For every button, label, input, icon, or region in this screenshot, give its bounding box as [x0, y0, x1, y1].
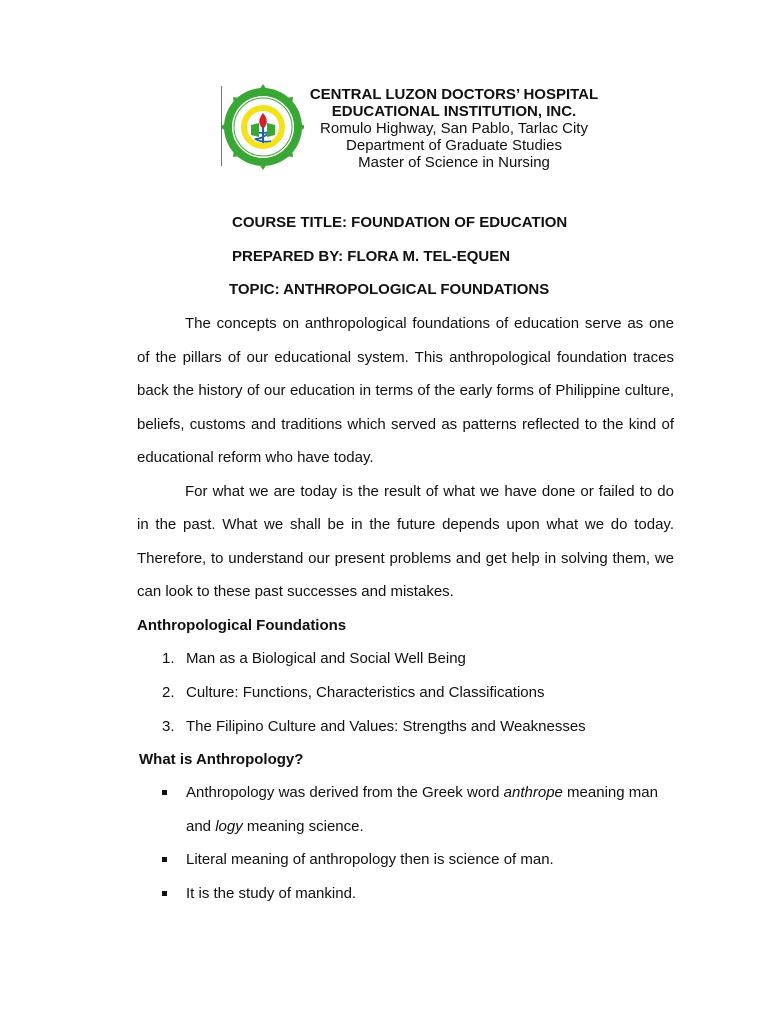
bullet-text-part: meaning science. — [242, 818, 364, 835]
bullet-square-icon — [162, 790, 167, 795]
institution-program: Master of Science in Nursing — [358, 154, 550, 171]
bullet-square-icon — [162, 857, 167, 862]
school-seal-logo — [222, 84, 304, 170]
bullet-item-1-line1 — [186, 784, 658, 801]
bullet-text-part: meaning man — [562, 784, 658, 801]
paragraph-1: The concepts on anthropological foundations of education serve as one of the pillars of our educational system. This anthropological foundation traces back the history of our education in terms of the early forms of Philippine culture, beliefs, customs and traditions which served as patterns reflected to the kind of educational reform who have today. — [137, 315, 674, 466]
section-heading-anthropological-foundations: Anthropological Foundations — [137, 617, 347, 634]
list-item-text: Culture: Functions, Characteristics and Classifications — [186, 684, 545, 701]
list-number: 3. — [162, 718, 175, 735]
institution-name-line2: EDUCATIONAL INSTITUTION, INC. — [331, 103, 577, 120]
bullet-item-2: Literal meaning of anthropology then is science of man. — [186, 851, 554, 868]
body-text — [137, 307, 674, 609]
bullet-item-1-line2 — [186, 818, 364, 835]
list-item — [162, 650, 466, 667]
list-item — [162, 684, 545, 701]
list-item-text: The Filipino Culture and Values: Strengths and Weaknesses — [186, 718, 586, 735]
prepared-by: PREPARED BY: FLORA M. TEL-EQUEN — [232, 248, 511, 265]
course-title: COURSE TITLE: FOUNDATION OF EDUCATION — [232, 214, 568, 231]
institution-address: Romulo Highway, San Pablo, Tarlac City — [320, 120, 588, 137]
institution-name-line1: CENTRAL LUZON DOCTORS’ HOSPITAL — [309, 86, 599, 103]
greek-word-anthrope: anthrope — [503, 784, 563, 801]
bullet-text-part: Anthropology was derived from the Greek word — [186, 784, 504, 801]
topic: TOPIC: ANTHROPOLOGICAL FOUNDATIONS — [229, 281, 550, 298]
institution-department: Department of Graduate Studies — [346, 137, 562, 154]
list-number: 2. — [162, 684, 175, 701]
institution-header — [304, 86, 604, 171]
bullet-item-3: It is the study of mankind. — [186, 885, 357, 902]
bullet-square-icon — [162, 891, 167, 896]
list-item-text: Man as a Biological and Social Well Being — [186, 650, 466, 667]
bullet-text-part: and — [186, 818, 216, 835]
list-number: 1. — [162, 650, 175, 667]
greek-word-logy: logy — [215, 818, 243, 835]
paragraph-2: For what we are today is the result of what we have done or failed to do in the past. What we shall be in the future depends upon what we do today. Therefore, to understand our present problems and get help in solving them, we can look to these past successes and mistakes. — [137, 482, 674, 600]
list-item — [162, 718, 586, 735]
section-heading-what-is-anthropology: What is Anthropology? — [139, 751, 304, 768]
